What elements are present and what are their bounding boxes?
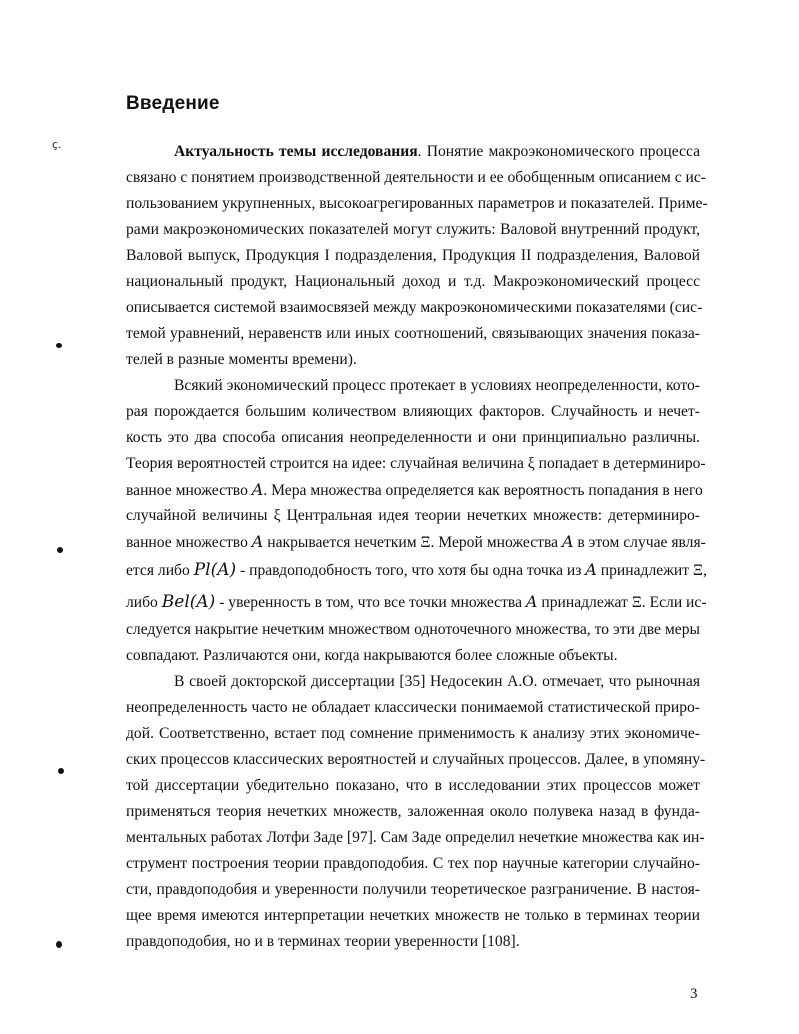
line-text: принадлежит Ξ,	[596, 562, 707, 579]
page-number: 3	[690, 986, 698, 1002]
text-line	[126, 480, 703, 500]
text-line	[126, 592, 707, 612]
line-text: . Мера множества определяется как вероятность попадания в него	[263, 482, 703, 499]
margin-mark: ç.	[52, 138, 62, 151]
text-line: темой уравнений, неравенств или иных соотношений, связывающих значения показа-	[126, 325, 700, 342]
text-line: сти, правдоподобия и уверенности получили теоретическое разграничение. В настоя-	[126, 881, 700, 898]
text-line: Теория вероятностей строится на идее: случайная величина ξ попадает в детерминиро-	[126, 455, 706, 472]
line-text: в этом случае явля-	[573, 534, 706, 551]
text-line: правдоподобия, но и в терминах теории уверенности [108].	[126, 933, 520, 950]
text-line: ментальных работах Лотфи Заде [97]. Сам Заде определил нечеткие множества как ин-	[126, 829, 705, 846]
text-line: неопределенность часто не обладает классически понимаемой статистической приро-	[126, 699, 700, 716]
margin-dot	[56, 343, 62, 348]
margin-dot	[56, 941, 62, 948]
line-text: либо	[126, 594, 162, 611]
text-line: той диссертации убедительно показано, что в исследовании этих процессов может	[126, 777, 700, 794]
line-text: - уверенность в том, что все точки множества	[215, 594, 526, 611]
math-symbol: A	[251, 532, 264, 551]
line-text: принадлежат Ξ. Если ис-	[537, 594, 707, 611]
text-line	[126, 560, 707, 580]
text-line: совпадают. Различаются они, когда накрываются более сложные объекты.	[126, 647, 618, 664]
text-line: связано с понятием производственной деятельности и ее обобщенным описанием с ис-	[126, 169, 706, 186]
line-text: ванное множество	[126, 482, 252, 499]
math-symbol: A	[561, 532, 574, 551]
text-line: рами макроэкономических показателей могут служить: Валовой внутренний продукт,	[126, 221, 700, 238]
text-line: кость это два способа описания неопределенности и они принципиально различны.	[126, 429, 700, 446]
text-line: дой. Соответственно, встает под сомнение применимость к анализу этих экономиче-	[126, 725, 700, 742]
text-line: следуется накрытие нечетким множеством одноточечного множества, то эти две меры	[126, 621, 700, 638]
bold-lead: Актуальность темы исследования	[174, 143, 418, 160]
margin-dot	[57, 547, 63, 553]
section-heading: Введение	[126, 93, 220, 114]
text-line: пользованием укрупненных, высокоагрегированных параметров и показателей. Приме-	[126, 195, 708, 212]
line-text: - правдоподобность того, что хотя бы одна точка из	[236, 562, 586, 579]
text-line: щее время имеются интерпретации нечетких множеств не только в терминах теории	[126, 907, 700, 924]
formula-belief: Bel(A)	[161, 592, 216, 612]
text-line: ских процессов классических вероятностей и случайных процессов. Далее, в упомяну-	[126, 751, 706, 768]
text-line: описывается системой взаимосвязей между макроэкономическими показателями (сис-	[126, 299, 703, 316]
text-line: струмент построения теории правдоподобия. С тех пор научные категории случайно-	[126, 855, 700, 872]
text-line	[174, 142, 700, 162]
math-symbol: A	[251, 480, 264, 499]
line-text: . Понятие макроэкономического процесса	[417, 143, 700, 160]
text-line: рая порождается большим количеством влияющих факторов. Случайность и нечет-	[126, 403, 700, 420]
text-line: случайной величины ξ Центральная идея теории нечетких множеств: детерминиро-	[126, 507, 700, 524]
text-line: Всякий экономический процесс протекает в условиях неопределенности, кото-	[174, 377, 700, 394]
line-text: ется либо	[126, 562, 194, 579]
text-line: национальный продукт, Национальный доход и т.д. Макроэкономический процесс	[126, 273, 700, 290]
text-line: телей в разные моменты времени).	[126, 351, 357, 368]
text-line	[126, 532, 706, 552]
text-line: В своей докторской диссертации [35] Недосекин А.О. отмечает, что рыночная	[174, 673, 700, 690]
math-symbol: A	[585, 560, 597, 579]
line-text: ванное множество	[126, 534, 252, 551]
text-line: применяться теория нечетких множеств, заложенная около полувека назад в фунда-	[126, 803, 700, 820]
margin-dot	[58, 768, 64, 774]
formula-plausibility: Pl(A)	[193, 560, 237, 580]
text-line: Валовой выпуск, Продукция I подразделения, Продукция II подразделения, Валовой	[126, 247, 700, 264]
line-text: накрывается нечетким Ξ. Мерой множества	[263, 534, 562, 551]
math-symbol: A	[525, 592, 538, 611]
